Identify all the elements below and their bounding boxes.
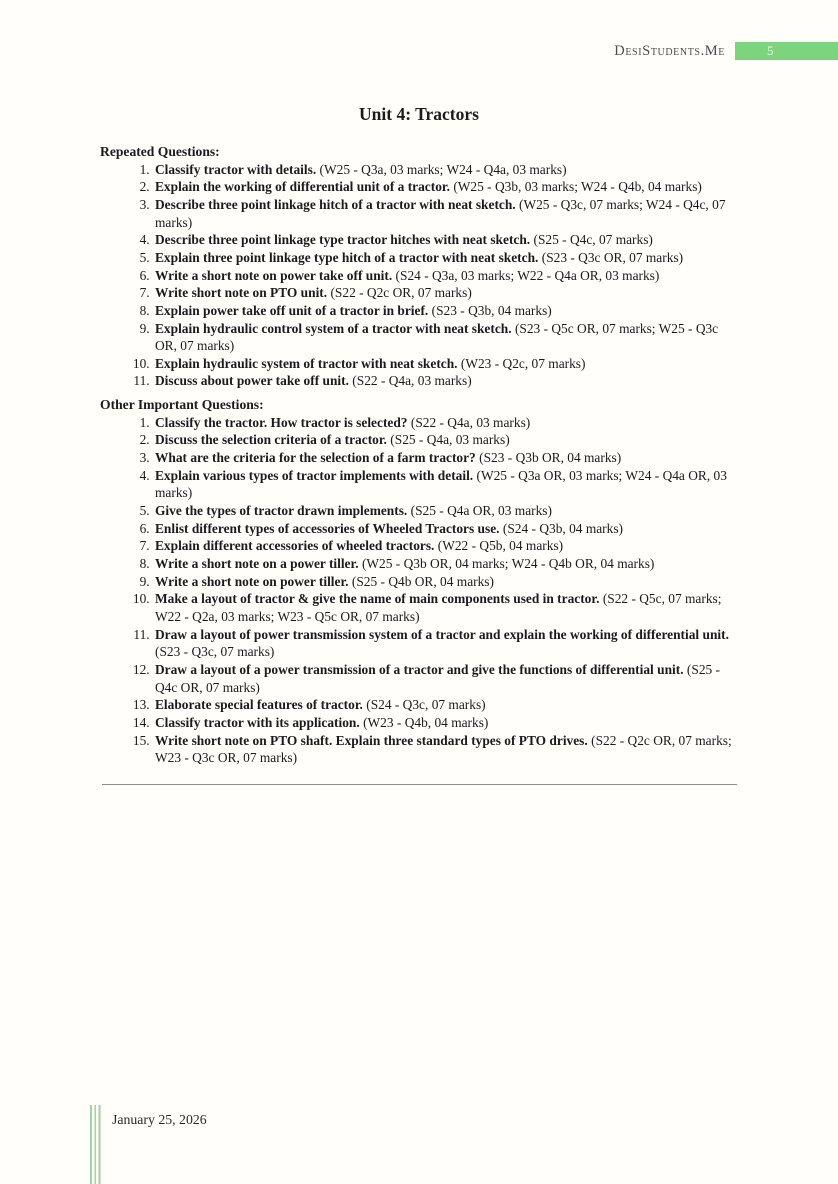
question-item [153, 573, 738, 591]
question-item [153, 537, 738, 555]
question-ref: (S23 - Q5c OR, 07 marks; W25 - Q3c OR, 07 marks) [155, 320, 719, 354]
question-ref: (W22 - Q5b, 04 marks) [437, 538, 564, 554]
question-text: Explain various types of tractor implements with detail. [155, 467, 474, 483]
question-text: Classify tractor with its application. [155, 714, 360, 730]
question-item [153, 161, 738, 179]
question-ref: (S24 - Q3a, 03 marks; W22 - Q4a OR, 03 marks) [395, 267, 660, 283]
question-item [153, 502, 738, 520]
question-ref: (S22 - Q5c, 07 marks; W22 - Q2a, 03 marks; W23 - Q5c OR, 07 marks) [155, 591, 722, 624]
question-text: Make a layout of tractor & give the name of main components used in tractor. [155, 591, 600, 607]
question-item [153, 267, 738, 285]
question-text: Explain the working of differential unit of a tractor. [155, 179, 450, 195]
page-header [0, 42, 838, 60]
question-text: What are the criteria for the selection of a farm tractor? [155, 450, 476, 466]
site-name: DesiStudents.Me [614, 43, 725, 59]
question-ref: (S23 - Q3c OR, 07 marks) [541, 249, 684, 265]
question-text: Write short note on PTO shaft. Explain three standard types of PTO drives. [155, 732, 588, 748]
question-item [153, 449, 738, 467]
question-ref: (W23 - Q4b, 04 marks) [363, 714, 489, 730]
question-text: Discuss the selection criteria of a tractor. [155, 432, 387, 448]
section-heading: Repeated Questions: [100, 144, 220, 159]
question-ref: (S23 - Q3b OR, 04 marks) [479, 450, 622, 466]
question-ref: (S22 - Q4a, 03 marks) [352, 373, 472, 389]
question-item [153, 355, 738, 373]
question-item [153, 414, 738, 432]
question-text: Describe three point linkage hitch of a tractor with neat sketch. [155, 196, 516, 212]
question-item [153, 431, 738, 449]
question-text: Write a short note on power take off unit. [155, 267, 393, 283]
page-title: Unit 4: Tractors [359, 104, 479, 124]
question-ref: (S22 - Q2c OR, 07 marks) [330, 285, 472, 301]
question-ref: (S22 - Q2c OR, 07 marks; W23 - Q3c OR, 07 marks) [155, 732, 732, 766]
question-item [153, 284, 738, 302]
question-text: Elaborate special features of tractor. [155, 697, 363, 713]
question-text: Write short note on PTO unit. [155, 285, 328, 301]
questions-content [100, 143, 738, 767]
question-ref: (W25 - Q3b OR, 04 marks; W24 - Q4b OR, 04 marks) [361, 555, 655, 571]
question-item [153, 626, 738, 661]
question-ref: (S25 - Q4c OR, 07 marks) [155, 661, 721, 695]
question-section [100, 396, 738, 767]
question-ref: (S25 - Q4a OR, 03 marks) [410, 503, 552, 518]
question-item [153, 302, 738, 320]
question-text: Classify the tractor. How tractor is selected? [155, 414, 408, 430]
question-ref: (S23 - Q3b, 04 marks) [431, 302, 552, 318]
question-item [153, 372, 738, 390]
footer-date: January 25, 2026 [112, 1112, 207, 1127]
question-ref: (W25 - Q3a OR, 03 marks; W24 - Q4a OR, 03 marks) [155, 467, 727, 501]
question-section [100, 143, 738, 390]
question-text: Write a short note on a power tiller. [155, 555, 359, 571]
question-ref: (S22 - Q4a, 03 marks) [410, 414, 531, 430]
question-ref: (S24 - Q3c, 07 marks) [366, 697, 486, 713]
page-number: 5 [767, 43, 774, 58]
question-text: Classify tractor with details. [155, 161, 317, 177]
question-text: Draw a layout of power transmission system of a tractor and explain the working of differential unit. [155, 626, 729, 642]
question-item [153, 520, 738, 538]
question-text: Enlist different types of accessories of Wheeled Tractors use. [155, 520, 500, 536]
question-item [153, 231, 738, 249]
question-list [100, 414, 738, 767]
question-text: Give the types of tractor drawn implements. [155, 503, 408, 518]
question-ref: (W25 - Q3c, 07 marks; W24 - Q4c, 07 marks) [155, 196, 726, 230]
question-item [153, 467, 738, 502]
question-text: Explain hydraulic control system of a tractor with neat sketch. [155, 320, 512, 336]
question-ref: (W23 - Q2c, 07 marks) [460, 355, 586, 371]
section-heading: Other Important Questions: [100, 397, 264, 413]
question-item [153, 590, 738, 625]
question-text: Explain different accessories of wheeled tractors. [155, 538, 435, 554]
question-ref: (W25 - Q3b, 03 marks; W24 - Q4b, 04 marks) [453, 179, 702, 195]
question-ref: (S24 - Q3b, 04 marks) [502, 520, 624, 536]
question-item [153, 249, 738, 267]
question-ref: (W25 - Q3a, 03 marks; W24 - Q4a, 03 marks) [319, 161, 567, 177]
question-item [153, 196, 738, 231]
question-text: Explain three point linkage type hitch of a tractor with neat sketch. [155, 249, 539, 265]
question-text: Write a short note on power tiller. [155, 573, 349, 589]
page-number-badge [735, 42, 838, 60]
question-item [153, 661, 738, 696]
divider-line [102, 784, 737, 785]
question-item [153, 714, 738, 732]
question-text: Explain power take off unit of a tractor in brief. [155, 302, 429, 318]
question-ref: (S25 - Q4b OR, 04 marks) [351, 573, 494, 589]
question-ref: (S25 - Q4a, 03 marks) [390, 432, 510, 448]
question-text: Explain hydraulic system of tractor with neat sketch. [155, 355, 458, 371]
question-text: Draw a layout of a power transmission of a tractor and give the functions of differential unit. [155, 661, 684, 677]
question-ref: (S25 - Q4c, 07 marks) [533, 232, 653, 248]
question-item [153, 320, 738, 355]
question-text: Describe three point linkage type tractor hitches with neat sketch. [155, 232, 531, 248]
question-list [100, 161, 738, 391]
question-item [153, 732, 738, 767]
question-item [153, 555, 738, 573]
question-text: Discuss about power take off unit. [155, 373, 349, 389]
question-item [153, 178, 738, 196]
question-item [153, 696, 738, 714]
question-ref: (S23 - Q3c, 07 marks) [155, 644, 275, 660]
footer-accent-lines [90, 1105, 102, 1184]
